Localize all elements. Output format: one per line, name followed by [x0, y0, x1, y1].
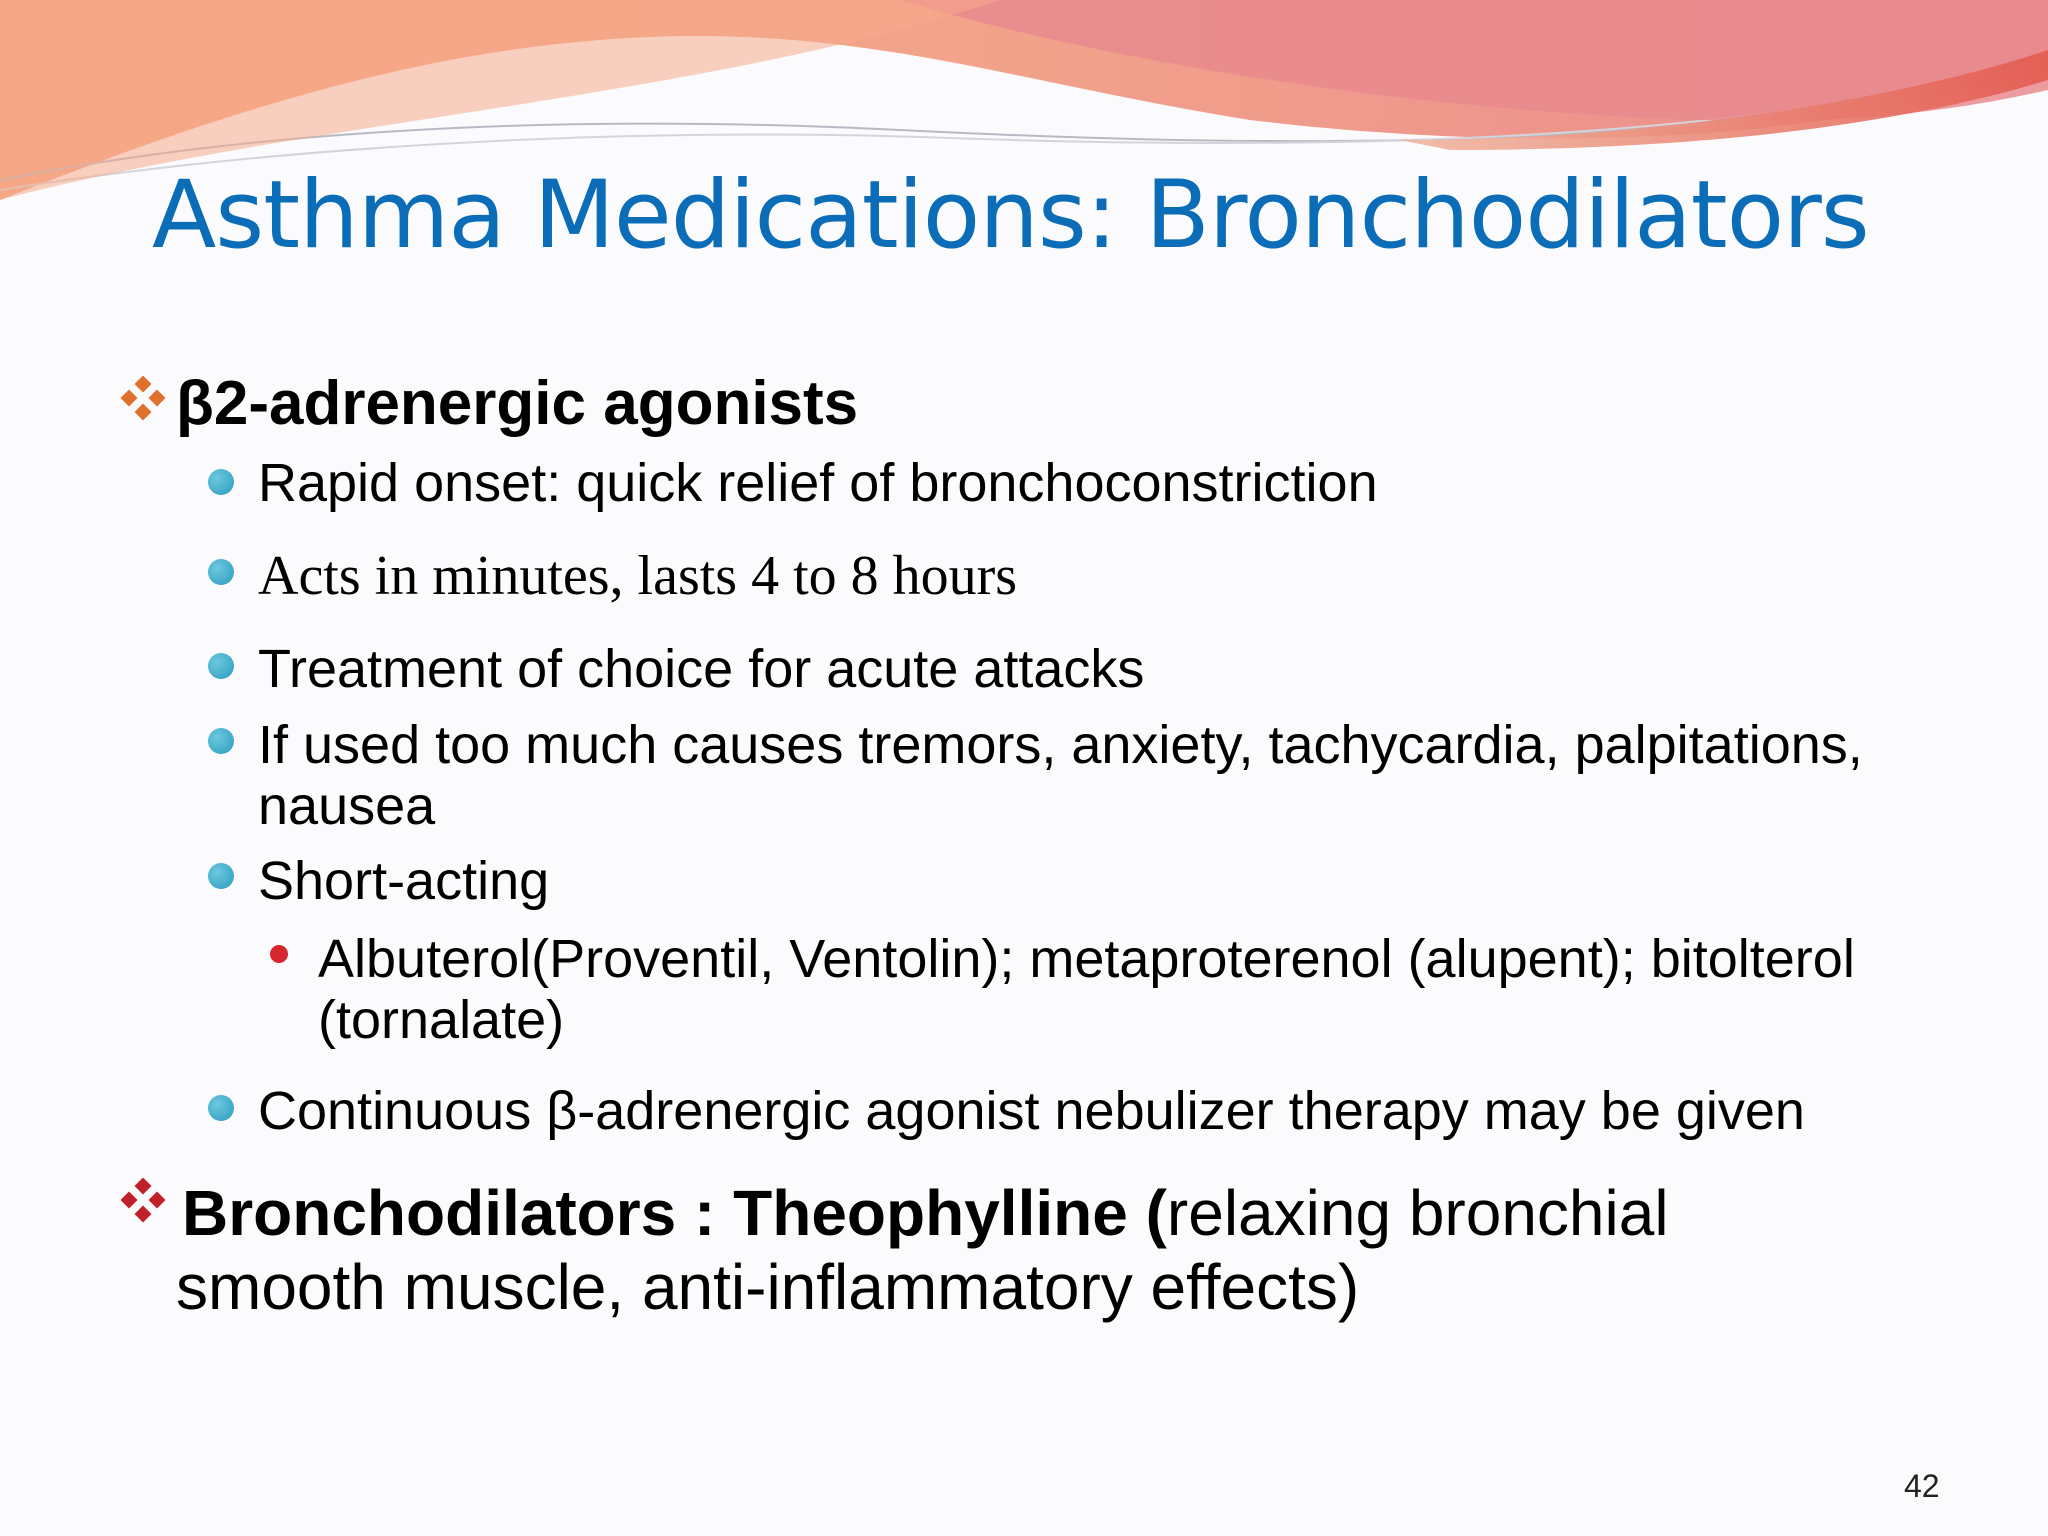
theophylline-heading-line2: smooth muscle, anti-inflammatory effects) — [176, 1251, 1360, 1323]
list-item: Short-acting — [258, 851, 550, 911]
sub-list-item: Albuterol(Proventil, Ventolin); metaproterenol (alupent); bitolterol — [318, 929, 1855, 989]
teal-dot-bullet-icon — [208, 559, 234, 585]
red-dot-bullet-icon — [270, 945, 288, 963]
teal-dot-bullet-icon — [208, 469, 234, 495]
list-item-continuation: nausea — [258, 776, 436, 836]
theophylline-heading-bold: Bronchodilators : Theophylline ( — [182, 1177, 1167, 1249]
teal-dot-bullet-icon — [208, 653, 234, 679]
four-diamond-bullet-icon — [120, 376, 166, 422]
sub-list-item-continuation: (tornalate) — [318, 990, 565, 1050]
page-number: 42 — [1904, 1468, 1940, 1504]
list-item: If used too much causes tremors, anxiety, tachycardia, palpitations, — [258, 715, 1863, 775]
section-heading-theophylline — [182, 1176, 1669, 1250]
list-item: Rapid onset: quick relief of bronchoconstriction — [258, 453, 1378, 513]
theophylline-heading-normal: relaxing bronchial — [1166, 1177, 1669, 1249]
slide-title: Asthma Medications: Bronchodilators — [152, 161, 1869, 270]
list-item: Acts in minutes, lasts 4 to 8 hours — [258, 545, 1018, 607]
section-heading-beta2: β2-adrenergic agonists — [176, 369, 859, 438]
four-diamond-bullet-icon — [120, 1178, 166, 1224]
teal-dot-bullet-icon — [208, 1095, 234, 1121]
list-item: Continuous β-adrenergic agonist nebulizer therapy may be given — [258, 1081, 1805, 1141]
teal-dot-bullet-icon — [208, 728, 234, 754]
list-item: Treatment of choice for acute attacks — [258, 639, 1145, 699]
teal-dot-bullet-icon — [208, 863, 234, 889]
